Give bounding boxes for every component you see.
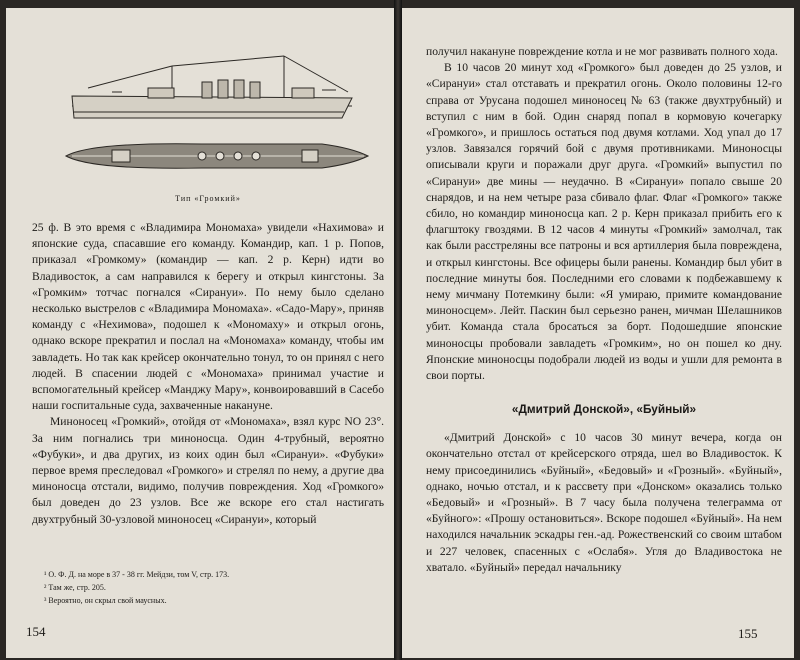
destroyer-drawing [52, 26, 372, 191]
left-paragraph: Миноносец «Громкий», отойдя от «Мономаха», взял курс NO 23°. За ним погнались три миноносца. Один 4-трубный, вероятно «Фубуки», и два других, из коих один был «Сирануи». «Фубуки» первое время преследовал «Громкого» и стрелял по нему, а другие два миноносца отстали, видимо, получив повреждения. Ход «Громкого» был доведен до 23 узлов. Все же вскоре его стал настигать двухтрубный 30-узловой миноносец «Сирануи», который [32, 415, 384, 526]
page-number-left: 154 [26, 624, 46, 639]
page-number-right: 155 [738, 626, 758, 641]
left-body [32, 220, 384, 528]
left-page [6, 8, 394, 658]
footnote: ² Там же, стр. 205. [44, 583, 106, 592]
figure-caption: Тип «Громкий» [175, 194, 241, 203]
footnote: ¹ О. Ф. Д. на море в 37 - 38 гг. Мейдзи, том V, стр. 173. [44, 570, 230, 579]
left-paragraph: 25 ф. В это время с «Владимира Мономаха» увидели «Нахимова» и японские суда, спасавшие его команду. Командир, кап. 1 р. Попов, приказал «Громкому» (командир — кап. 2 р. Керн) идти во Владивосток, а сам направился к берегу и открыл кингстоны. За «Громким» тотчас погнался «Сирануи». По нему было сделано несколько выстрелов с «Владимира Мономаха». «Садо-Мару», приняв команду с «Нехимова», подошел к «Мономаху» и открыл огонь, однако вскоре прекратил и послал на «Мономаха» команду, чтобы им завладеть. Но так как крейсер окончательно тонул, то он принял с него людей. В спасении людей с «Мономаха» принимал участие и вспомогательный крейсер «Манджу Мару», конвоировавший в Сасебо наши госпитальные суда, захваченные накануне. [32, 221, 384, 413]
book-gutter [394, 0, 402, 660]
right-body [426, 44, 782, 576]
footnotes [44, 568, 374, 607]
right-page [402, 8, 794, 658]
plan-view [66, 144, 368, 169]
right-paragraph: получил накануне повреждение котла и не мог развивать полного хода. [426, 45, 778, 58]
right-paragraph: В 10 часов 20 минут ход «Громкого» был доведен до 25 узлов, и «Сирануи» стал отставать и прекратил огонь. Около половины 12-го справа от Урусана подошел миноносец № 63 (также двухтрубный) и вступил с ним в бой. Один снаряд попал в кормовую кочегарку «Громкого», и пришлось остаться под двумя котлами. Ход упал до 17 узлов. Завязался горячий бой с двумя противниками. Миноносцы описывали круги и поражали друг друга. «Громкий» выпустил по «Сирануи» две мины — неудачно. В «Сирануи» попало свыше 20 снарядов, и на нем четыре раза сбивало флаг. Флаг «Громкого» также сбило, но командир миноносца кап. 2 р. Керн приказал прибить его к флагштоку гвоздями. В 12 часов 4 минуты «Громкий» замолчал, так как были расстреляны все патроны и вся артиллерия была повреждена, и открыл кингстоны. Все офицеры были ранены. Командир был убит в последние минуты боя. Последними его словами к подбежавшему к нему мичману Потемкину были: «Я умираю, примите командование миноносцем». Лейт. Паскин был серьезно ранен, мичман Шелашников убит. Команда стала бросаться за борт. Подошедшие японские миноносцы пробовали завладеть «Громким», но он пошел ко дну. Японские миноносцы подобрали людей из воды и ушли для ремонта в свои порты. [426, 61, 782, 383]
section-heading: «Дмитрий Донской», «Буйный» [511, 402, 697, 417]
right-paragraph: «Дмитрий Донской» с 10 часов 30 минут вечера, когда он окончательно отстал от крейсерского отряда, шел во Владивосток. К нему присоединились «Буйный», «Бедовый» и «Грозный». «Буйный», однако, ночью отстал, и к рассвету при «Донском» оказались только «Бедовый» и «Грозный». В 7 часу была получена телеграмма от «Буйного»: «Прошу остановиться». Вскоре подошел «Буйный». На нем находился начальник эскадры ген.-ад. Рожественский со своим штабом и 227 человек, спасенных с «Ослабя». Угля до Владивостока не хватало. «Буйный» передал начальнику [426, 431, 782, 574]
ship-figure [32, 26, 384, 203]
footnote: ³ Вероятно, он скрыл свой маусных. [44, 596, 167, 605]
side-profile [72, 56, 352, 118]
